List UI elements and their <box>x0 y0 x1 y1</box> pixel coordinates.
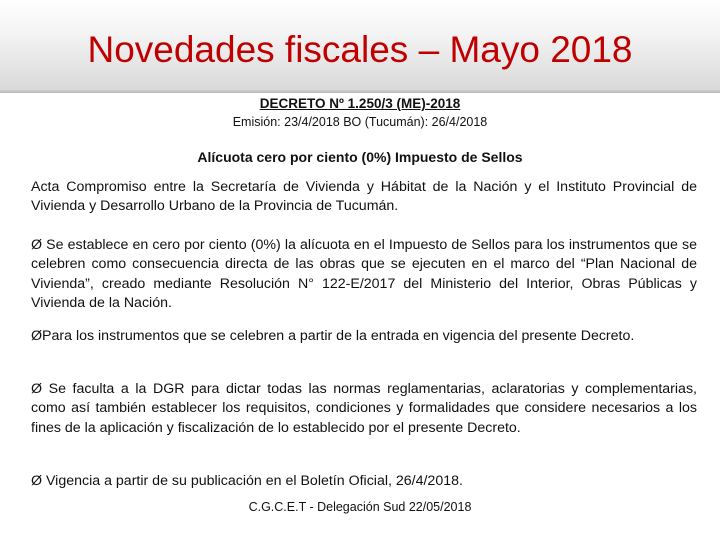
bullet-vigencia: Ø Vigencia a partir de su publicación en el Boletín Oficial, 26/4/2018. <box>31 473 463 489</box>
emission-dates: Emisión: 23/4/2018 BO (Tucumán): 26/4/2018 <box>232 115 488 129</box>
bullet-instrumentos: ØPara los instrumentos que se celebren a partir de la entrada en vigencia del presente Decreto. <box>31 328 635 344</box>
page-title: Novedades fiscales – Mayo 2018 <box>87 29 633 70</box>
bullet-dgr: Ø Se faculta a la DGR para dictar todas las normas reglamentarias, aclaratorias y complementarias, como así también establecer los requisitos, condiciones y formalidades que considere necesarios a los fines de la aplicación y fiscalización de lo establecido por el presente Decreto. <box>31 381 697 436</box>
decree-heading <box>0 96 720 111</box>
footer-credit: C.G.C.E.T - Delegación Sud 22/05/2018 <box>248 500 472 514</box>
subject-heading: Alícuota cero por ciento (0%) Impuesto de Sellos <box>197 149 523 165</box>
bullet-alicuota: Ø Se establece en cero por ciento (0%) la alícuota en el Impuesto de Sellos para los instrumentos que se celebren como consecuencia directa de las obras que se ejecuten en el marco del “Plan Nacional de Vivienda”, creado mediante Resolución N° 122-E/2017 del Ministerio del Interior, Obras Públicas y Vivienda de la Nación. <box>31 237 697 311</box>
decree-number: DECRETO Nº 1.250/3 (ME)-2018 <box>259 96 461 111</box>
paragraph-intro: Acta Compromiso entre la Secretaría de Vivienda y Hábitat de la Nación y el Instituto Provincial de Vivienda y Desarrollo Urbano de la Provincia de Tucumán. <box>31 179 697 215</box>
